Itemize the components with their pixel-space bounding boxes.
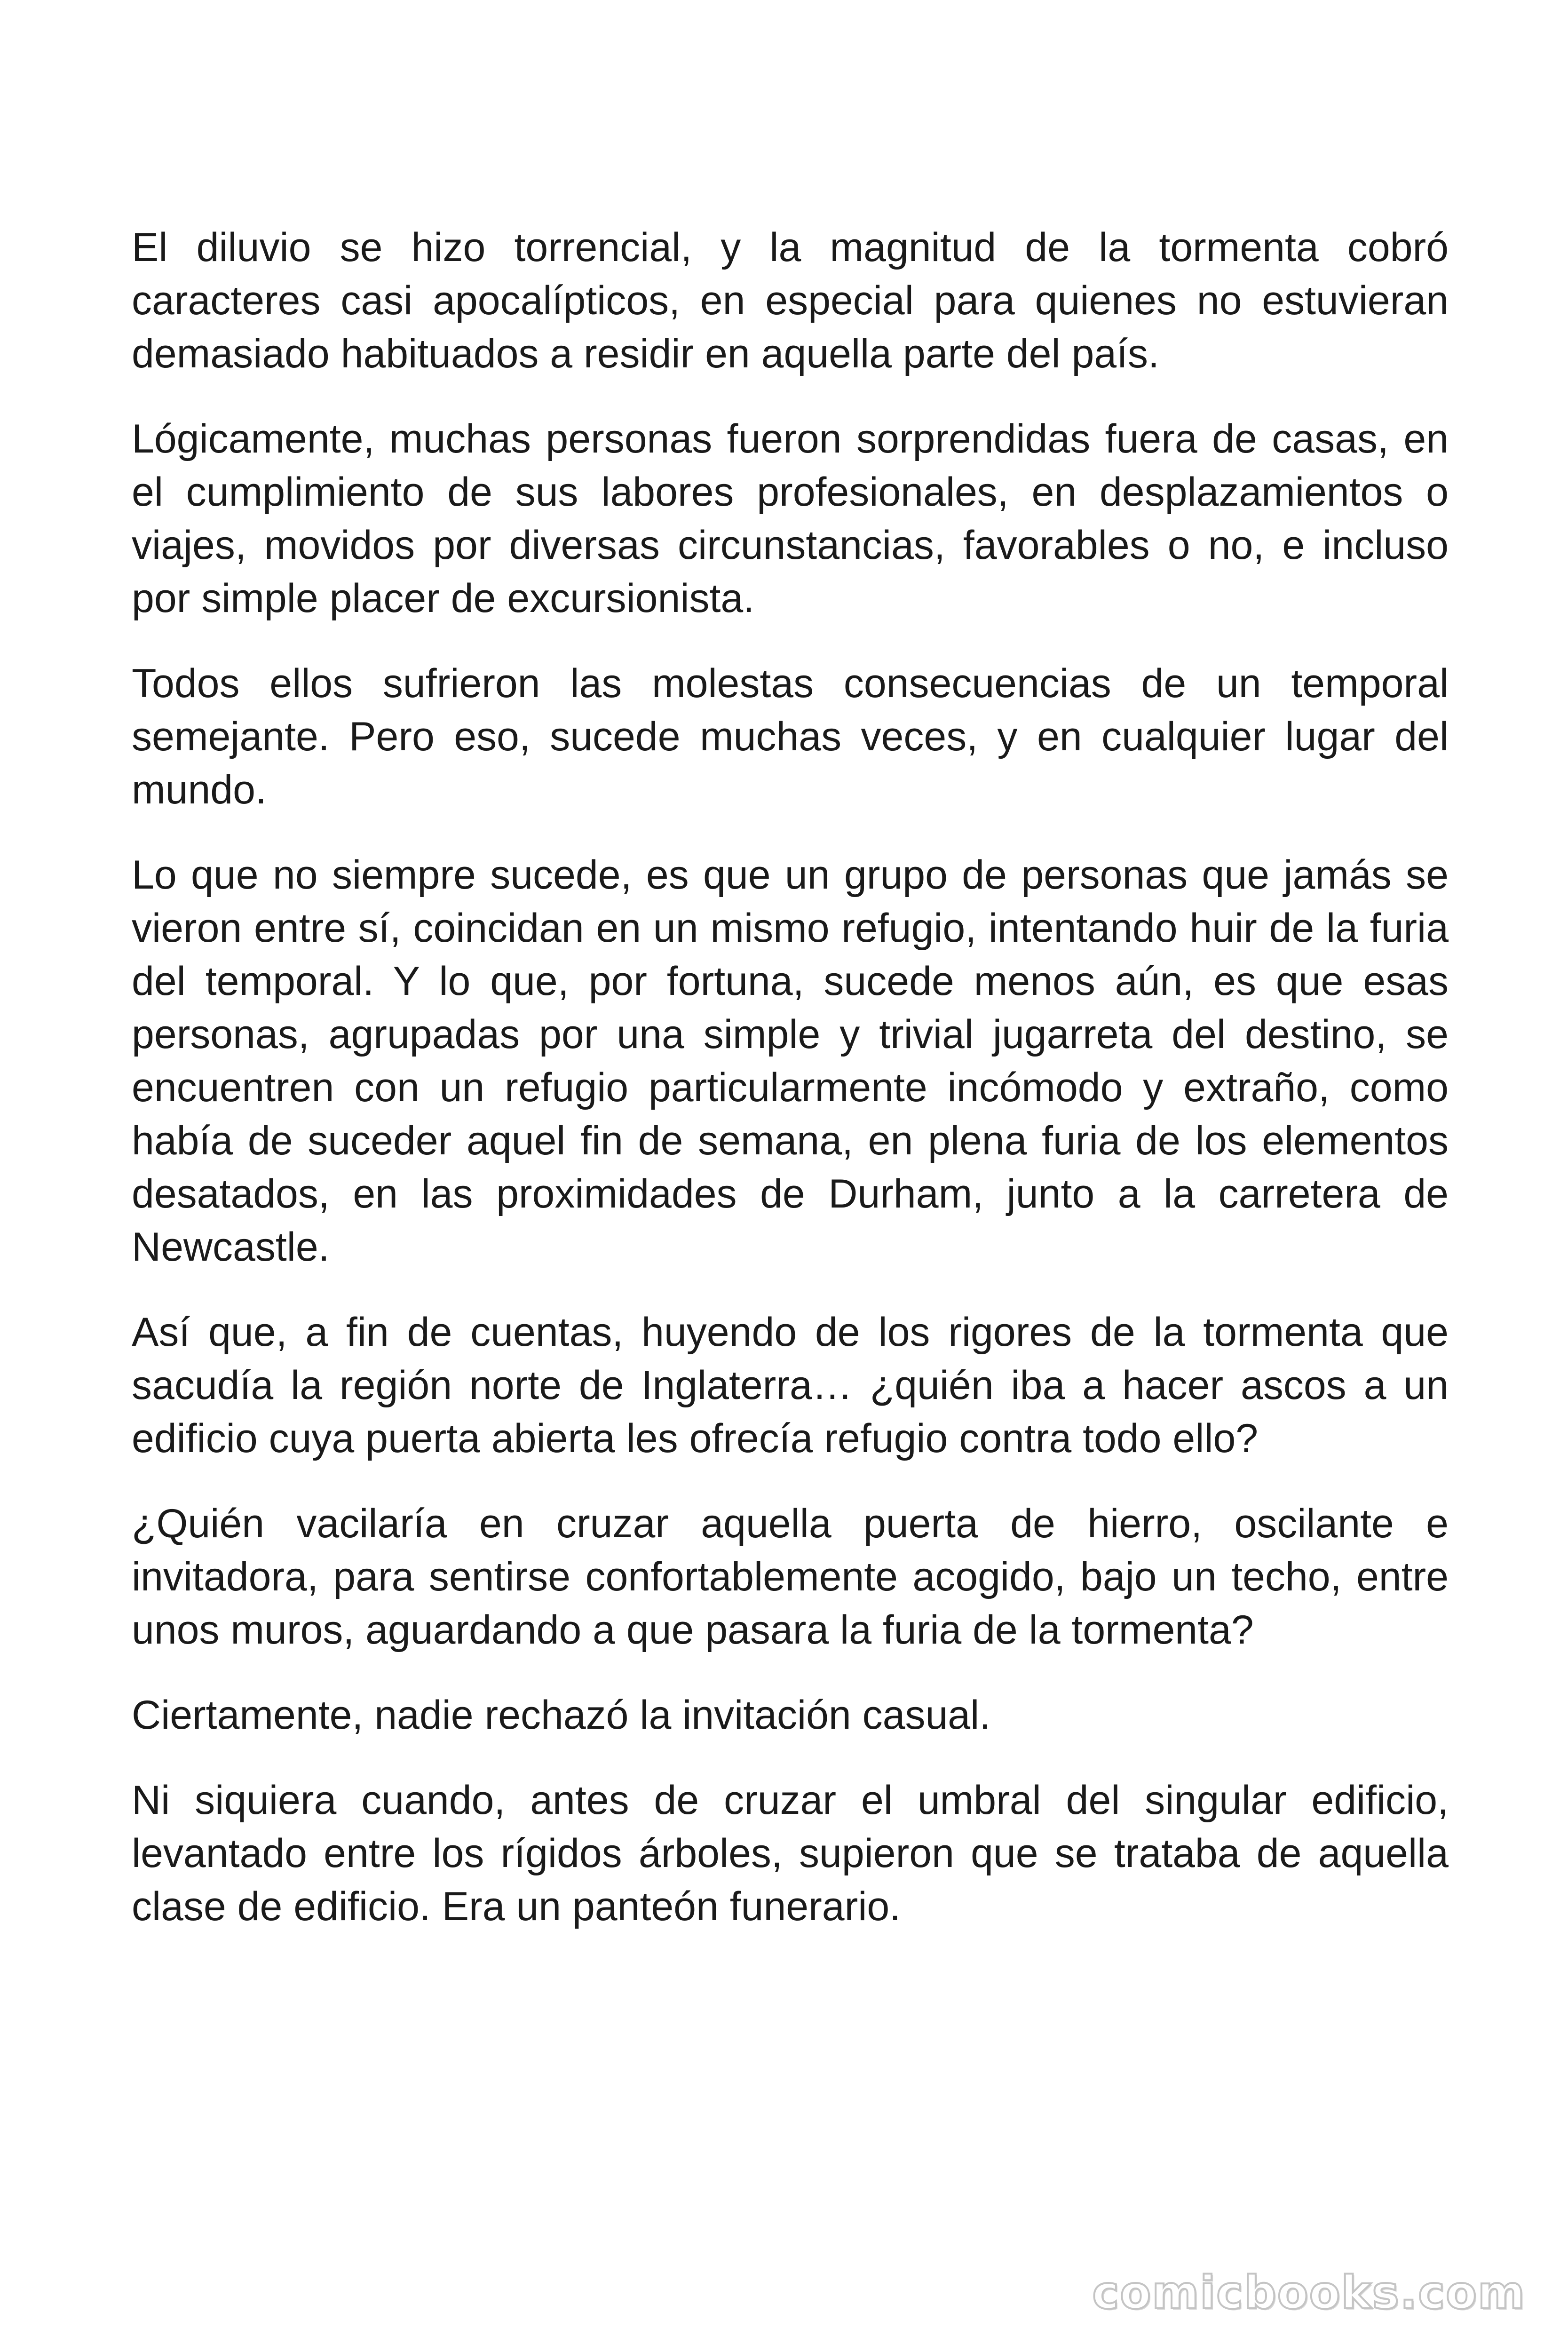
paragraph: Lógicamente, muchas personas fueron sorprendidas fuera de casas, en el cumplimiento de sus labores profesionales, en desplazamientos o viajes, movidos por diversas circunstancias, favorables o no, e incluso por simple placer de excursionista.	[132, 416, 1449, 621]
paragraph: Todos ellos sufrieron las molestas consecuencias de un temporal semejante. Pero eso, sucede muchas veces, y en cualquier lugar del mundo.	[132, 661, 1449, 812]
paragraph: Ciertamente, nadie rechazó la invitación casual.	[132, 1692, 991, 1738]
paragraph: Ni siquiera cuando, antes de cruzar el umbral del singular edificio, levantado entre los rígidos árboles, supieron que se trataba de aquella clase de edificio. Era un panteón funerario.	[132, 1778, 1449, 1929]
paragraph: El diluvio se hizo torrencial, y la magnitud de la tormenta cobró caracteres casi apocalípticos, en especial para quienes no estuvieran demasiado habituados a residir en aquella parte del país.	[132, 225, 1449, 376]
paragraph: Lo que no siempre sucede, es que un grupo de personas que jamás se vieron entre sí, coincidan en un mismo refugio, intentando huir de la furia del temporal. Y lo que, por fortuna, sucede menos aún, es que esas personas, agrupadas por una simple y trivial jugarreta del destino, se encuentren con un refugio particularmente incómodo y extraño, como había de suceder aquel fin de semana, en plena furia de los elementos desatados, en las proximidades de Durham, junto a la carretera de Newcastle.	[132, 852, 1449, 1270]
paragraph: ¿Quién vacilaría en cruzar aquella puerta de hierro, oscilante e invitadora, para sentirse confortablemente acogido, bajo un techo, entre unos muros, aguardando a que pasara la furia de la tormenta?	[132, 1501, 1449, 1653]
paragraph: Así que, a fin de cuentas, huyendo de los rigores de la tormenta que sacudía la región norte de Inglaterra… ¿quién iba a hacer ascos a un edificio cuya puerta abierta les ofrecía refugio contra todo ello?	[132, 1310, 1449, 1461]
watermark: comicbooks.com	[1092, 2266, 1526, 2319]
body-text	[132, 221, 1449, 1965]
